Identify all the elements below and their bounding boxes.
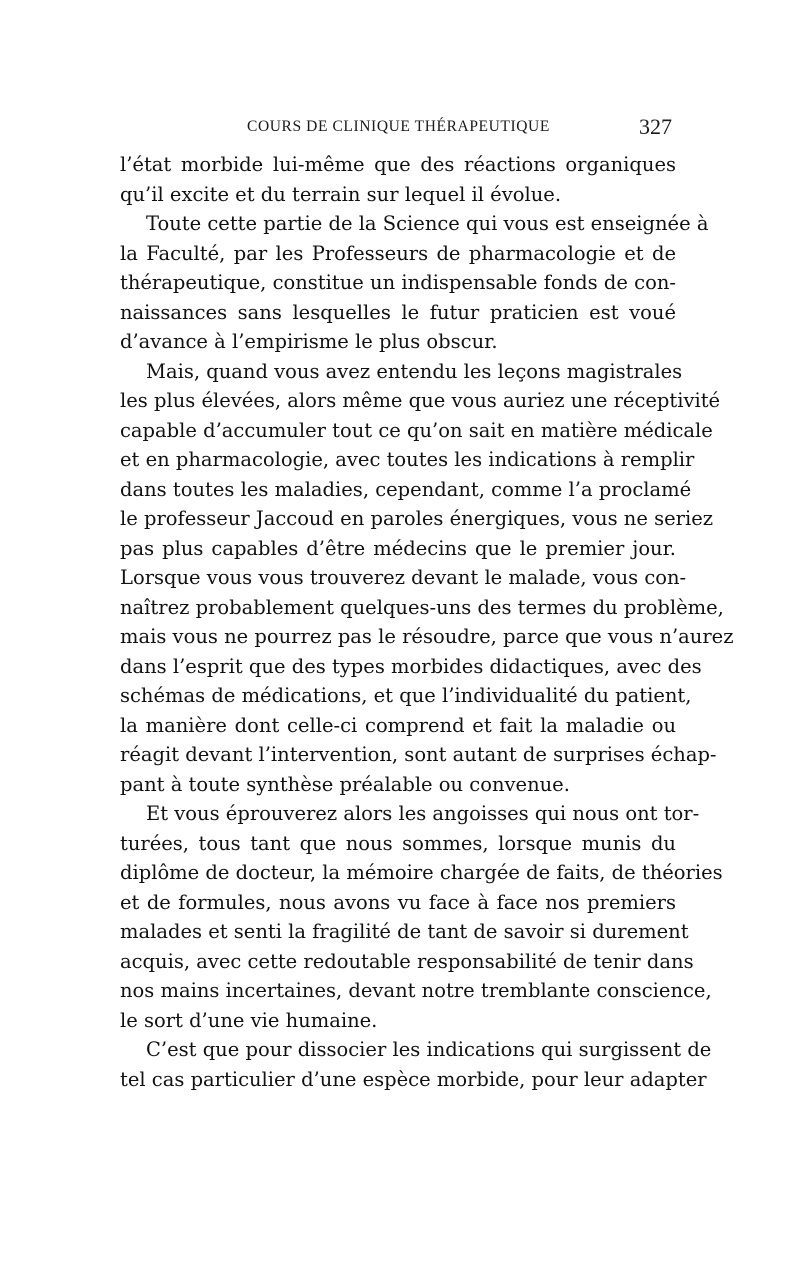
text-line: schémas de médications, et que l’individualité du patient, [120, 684, 692, 707]
text-line: Et vous éprouverez alors les angoisses qui nous ont tor- [146, 802, 700, 825]
text-line: C’est que pour dissocier les indications qui surgissent de [146, 1038, 712, 1061]
text-line: capable d’accumuler tout ce qu’on sait en matière médicale [120, 418, 713, 442]
text-line: d’avance à l’empirisme le plus obscur. [120, 330, 498, 353]
text-line: et de formules, nous avons vu face à face nos premiers [120, 890, 676, 914]
body-text [120, 150, 734, 1094]
text-line: la Faculté, par les Professeurs de pharmacologie et de [120, 241, 676, 265]
text-line: les plus élevées, alors même que vous auriez une réceptivité [120, 389, 721, 412]
page-number: 327 [639, 114, 672, 139]
text-line: mais vous ne pourrez pas le résoudre, parce que vous n’aurez [120, 625, 734, 648]
text-line: nos mains incertaines, devant notre tremblante conscience, [120, 979, 712, 1002]
text-line: diplôme de docteur, la mémoire chargée de faits, de théories [120, 861, 723, 884]
running-title: COURS DE CLINIQUE THÉRAPEUTIQUE [247, 118, 550, 135]
text-line: pant à toute synthèse préalable ou convenue. [120, 772, 570, 796]
text-line: Lorsque vous vous trouverez devant le malade, vous con- [120, 566, 687, 589]
text-line: naîtrez probablement quelques-uns des termes du problème, [120, 595, 724, 619]
text-line: qu’il excite et du terrain sur lequel il évolue. [120, 182, 562, 206]
text-line: thérapeutique, constitue un indispensable fonds de con- [120, 271, 676, 294]
text-line: tel cas particulier d’une espèce morbide, pour leur adapter [120, 1067, 707, 1091]
text-line: acquis, avec cette redoutable responsabilité de tenir dans [120, 949, 694, 973]
text-line: l’état morbide lui-même que des réactions organiques [120, 153, 676, 176]
text-line: Toute cette partie de la Science qui vous est enseignée à [146, 212, 709, 235]
text-line: réagit devant l’intervention, sont autant de surprises échap- [120, 743, 717, 766]
text-line: dans l’esprit que des types morbides didactiques, avec des [120, 654, 702, 678]
text-line: le professeur Jaccoud en paroles énergiques, vous ne seriez [120, 507, 714, 530]
text-line: et en pharmacologie, avec toutes les indications à remplir [120, 448, 695, 471]
text-line: malades et senti la fragilité de tant de savoir si durement [120, 920, 689, 943]
text-line: le sort d’une vie humaine. [120, 1008, 378, 1032]
text-line: pas plus capables d’être médecins que le premier jour. [120, 536, 676, 560]
text-line: turées, tous tant que nous sommes, lorsque munis du [120, 831, 676, 855]
text-line: dans toutes les maladies, cependant, comme l’a proclamé [120, 477, 692, 501]
text-line: la manière dont celle-ci comprend et fait la maladie ou [120, 713, 676, 737]
text-line: Mais, quand vous avez entendu les leçons magistrales [146, 359, 683, 383]
running-head [120, 114, 676, 142]
text-line: naissances sans lesquelles le futur praticien est voué [120, 300, 676, 324]
